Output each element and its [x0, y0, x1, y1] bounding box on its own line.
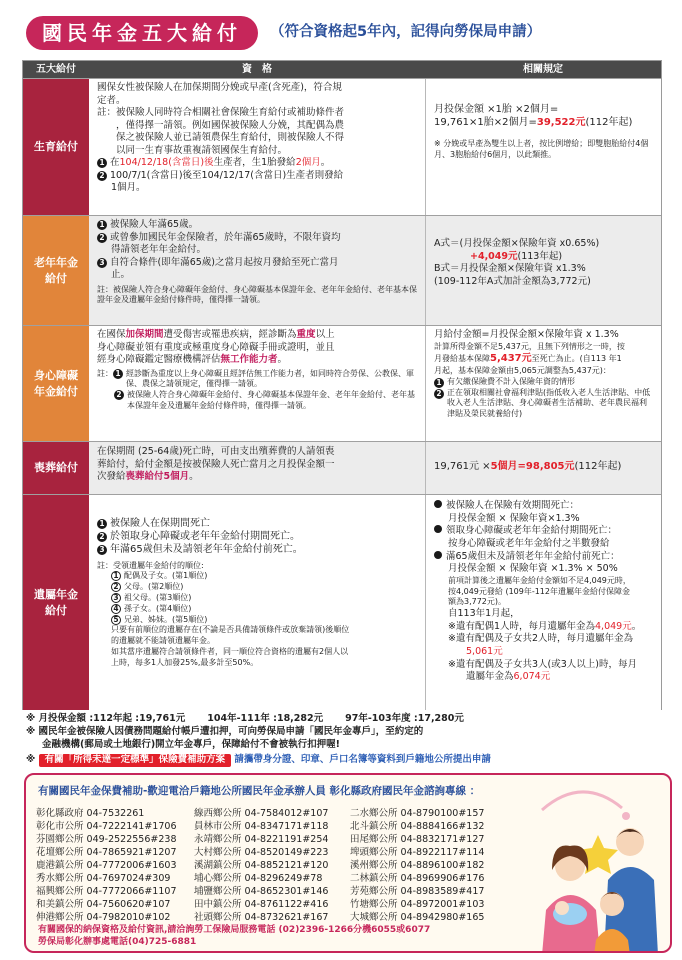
text: 遭受傷害或罹患疾病，經診斷為 — [163, 329, 297, 340]
disability-note-1: 註： 1 經診斷為重度以上身心障礙且經評估無工作能力者，如同時符合勞保、公教保、軍保、農保之請領規定，僅得擇一請領。 — [97, 369, 417, 391]
number-1-icon: 1 — [111, 571, 121, 581]
survivor-rule: 月投保金額 × 保險年資×1.3% — [448, 512, 580, 524]
text: 正在領取相關社會福利津貼(指低收入老人生活津貼、中低收入老人生活津貼、身心障礙者生活補助、老年農民福利津貼及榮民就養給付) — [447, 387, 651, 419]
highlight: 喪葬給付5個月 — [125, 471, 190, 483]
disability-rule-item-2 — [434, 388, 653, 420]
label-survivor — [23, 495, 89, 710]
text: 19,761×1胎×2個月= — [434, 117, 537, 129]
row-old-age — [23, 215, 661, 325]
highlight-amount: 4,049元 — [595, 620, 632, 632]
survivor-rule: 前項計算後之遺屬年金給付金額如不足4,049元時， — [448, 575, 631, 585]
funeral-line: 在保期間 (25-64歲)死亡時，可由支出殯葬費的人請領喪 — [97, 446, 335, 457]
highlight-amount: 5,061元 — [466, 646, 503, 658]
survivor-case-3-cont — [434, 671, 653, 684]
survivor-rule: 按4,049元發給 (109年-112年遺屬年金給付保障金 — [448, 586, 630, 596]
contact-item: 溪州鄉公所 04-8896100#182 — [350, 860, 485, 871]
bullet-icon — [434, 551, 442, 559]
number-2-icon: 2 — [114, 390, 124, 400]
birth-rule: 月投保金額 ×1胎 ×2個月= — [434, 104, 559, 115]
text: ※遺有配偶1人時，每月遺屬年金為 — [448, 620, 596, 632]
survivor-order-item — [97, 615, 417, 626]
contact-item: 埔鹽鄉公所 04-8652301#146 — [194, 886, 329, 897]
bullet-icon — [434, 525, 442, 533]
text: 。 — [631, 620, 642, 632]
funeral-qualification — [89, 442, 425, 494]
text: 以上 — [315, 329, 335, 340]
highlight-amount: 5個月=98,805元 — [490, 461, 575, 472]
highlight-amount: +4,049元 — [470, 250, 518, 262]
row-funeral — [23, 441, 661, 494]
text: 年金給付 — [34, 384, 78, 398]
account-note-cont: 金融機構(郵局或土地銀行)開立年金專戶，保障給付不會被執行扣押喔! — [42, 739, 341, 751]
contact-column-1 — [36, 807, 176, 924]
survivor-order-item — [97, 571, 417, 582]
text: 給付 — [45, 603, 67, 617]
text: 經診斷為重度以上身心障礙且經評估無工作能力者，如同時符合勞保、公教保、軍保、農保之請領規定，僅得擇一請領。 — [126, 368, 414, 389]
birth-rule-note: ※ 分娩或早產為雙生以上者，按比例增給；即雙胞胎給付4個月、3胞胎給付6個月，以此類推。 — [434, 139, 649, 160]
contact-item: 永靖鄉公所 04-8221191#254 — [194, 834, 329, 845]
number-3-icon: 3 — [97, 258, 107, 268]
account-note: ※ 國民年金被保險人因債務問題給付帳戶遭扣押，可向勞保局申請「國民年金專戶」，至約定的 — [26, 726, 424, 738]
label-disability — [23, 326, 89, 441]
old-item-3 — [97, 257, 417, 270]
contact-item: 伸港鄉公所 04-7982010#102 — [36, 912, 171, 923]
birth-line: 國保女性被保險人在加保期間分娩或早產(含死產)，符合規 — [97, 82, 342, 93]
birth-rule-result — [434, 116, 653, 129]
survivor-rule-2 — [434, 525, 653, 538]
number-2-icon: 2 — [434, 389, 444, 399]
contact-item: 埤頭鄉公所 04-8922117#114 — [350, 847, 485, 858]
page-subtitle: （符合資格起5年內，記得向勞保局申請） — [270, 24, 542, 40]
disability-rule: 計算所得金額不足5,437元，且無下列情形之一時，按 — [434, 341, 625, 351]
old-item-3-cont: 止。 — [111, 269, 131, 281]
contact-title: 有關國民年金保費補助-歡迎電洽戶籍地公所國民年金承辦人員 彰化縣政府國民年金諮詢專線 ： — [38, 785, 481, 797]
benefits-table — [22, 60, 662, 710]
text: 至死亡為止。(自113 年1 — [531, 354, 622, 364]
survivor-item-2 — [97, 530, 417, 543]
disability-rule: 月給付金額=月投保金額×保險年資 x 1.3% — [434, 329, 619, 340]
row-disability — [23, 325, 661, 441]
text: ※ 月投保金額 :112年起 :19,761元 — [26, 713, 186, 724]
contact-item: 和美鎮公所 04-7560620#107 — [36, 899, 171, 910]
funeral-line: 葬給付，給付金額是按被保險人死亡當月之月投保金額一 — [97, 458, 335, 470]
disability-line-2: 身心障礙並領有重度或極重度身心障礙手冊或證明，並且 — [97, 341, 335, 353]
text: 兄弟、姊妹。(第5順位) — [124, 614, 208, 624]
text: (113年起) — [517, 250, 563, 262]
survivor-order-title: 註：受領遺屬年金給付的順位: — [97, 560, 204, 570]
contact-item: 大城鄉公所 04-8942980#165 — [350, 912, 485, 923]
contact-column-3 — [350, 807, 484, 924]
dot-decoration — [622, 812, 630, 820]
contact-item: 埔心鄉公所 04-8296249#78 — [194, 873, 323, 884]
text: 遺屬年金 — [34, 587, 78, 601]
text: 於領取身心障礙或老年年金給付期間死亡。 — [110, 531, 300, 543]
contact-item: 線西鄉公所 04-7584012#107 — [194, 808, 329, 819]
text: ※ — [26, 754, 36, 765]
number-1-icon: 1 — [434, 378, 444, 388]
contact-item: 彰化縣政府 04-7532261 — [36, 808, 145, 819]
old-rule-b: B式＝月投保金額×保險年資 x1.3% — [434, 263, 586, 275]
family-illustration — [522, 780, 672, 953]
text: 。 — [189, 471, 199, 483]
survivor-tail: 上時，每多1人加發25%,最多計至50%。 — [111, 657, 259, 667]
number-2-icon: 2 — [111, 582, 121, 592]
text: (112年起) — [585, 117, 633, 129]
survivor-item-3 — [97, 543, 417, 556]
number-3-icon: 3 — [111, 593, 121, 603]
disability-qualification — [89, 326, 425, 441]
birth-line: 定者。 — [97, 94, 126, 106]
arc-decoration — [542, 792, 622, 810]
branch-phone: 勞保局彰化辦事處電話(04)725-6881 — [38, 937, 197, 947]
text: 在 — [110, 157, 120, 169]
text: 月發給基本保障 — [434, 354, 490, 364]
contact-item: 員林市公所 04-8347171#118 — [194, 821, 329, 832]
contact-item: 彰化市公所 04-7222141#1706 — [36, 821, 177, 832]
survivor-case-1 — [434, 621, 653, 634]
contact-item: 芳苑鄉公所 04-8983589#417 — [350, 886, 485, 897]
old-rule-a: A式＝(月投保金額×保險年資 x0.65%) — [434, 238, 600, 249]
text: 年滿65歲但未及請領老年年金給付前死亡。 — [110, 544, 303, 556]
survivor-qualification — [89, 495, 425, 710]
text: 生產者，生1胎發給 — [213, 157, 296, 169]
row-survivor — [23, 494, 661, 710]
contact-item: 二水鄉公所 04-8790100#157 — [350, 808, 485, 819]
table-header — [23, 61, 661, 78]
label-birth: 生育給付 — [23, 79, 89, 215]
disability-rule: 月起，基本保障金額由5,065元調整為5,437元)： — [434, 365, 611, 375]
survivor-rule: 月投保金額 × 保險年資 ×1.3% × 50% — [448, 563, 618, 575]
survivor-case-2: ※遺有配偶及子女共2人時，每月遺屬年金為 — [448, 633, 634, 645]
birth-item-1 — [97, 157, 417, 170]
text: 滿65歲但未及請領老年年金給付前死亡： — [446, 550, 620, 562]
birth-qualification — [89, 79, 425, 215]
text: 100/7/1(含當日)後至104/12/17(含當日)生產者則發給 — [110, 169, 344, 181]
text: 父母。(第2順位) — [124, 582, 184, 592]
number-1-icon: 1 — [97, 158, 107, 168]
old-item-2-cont: 得請領老年年金給付。 — [111, 244, 207, 256]
birth-rules — [425, 79, 661, 215]
text: 自符合條件(即年滿65歲)之當月起按月發給至死亡當月 — [110, 256, 339, 268]
survivor-order-item — [97, 593, 417, 604]
disability-note-2 — [97, 390, 417, 412]
survivor-order-item — [97, 604, 417, 615]
survivor-tail: 如其當序遺屬符合請領條件者，同一順位符合資格的遺屬有2個人以 — [111, 646, 349, 656]
number-3-icon: 3 — [97, 545, 107, 555]
funeral-line-3 — [97, 471, 417, 484]
text: 被保險人年滿65歲。 — [110, 219, 199, 230]
disability-line-3 — [97, 354, 417, 367]
survivor-rule: 按身心障礙或老年年金給付之半數發給 — [448, 537, 610, 549]
birth-line: ，僅得擇一請領。例如國保被保險人分娩，其配偶為農 — [97, 119, 345, 131]
subsidy-text: 請攜帶身分證、印章、戶口名簿等資料到戶籍地公所提出申請 — [234, 754, 491, 765]
highlight-amount: 5,437元 — [490, 353, 532, 365]
header-rules: 相關規定 — [523, 64, 563, 75]
contact-item: 竹塘鄉公所 04-8972001#103 — [350, 899, 485, 910]
number-2-icon: 2 — [97, 171, 107, 181]
old-rule-b2: (109-112年A式加計金額為3,772元) — [434, 275, 591, 287]
contact-footer — [38, 924, 430, 948]
number-2-icon: 2 — [97, 532, 107, 542]
survivor-rule-1 — [434, 500, 653, 513]
subsidy-alert — [26, 754, 666, 770]
old-item-2 — [97, 232, 417, 245]
disability-rules — [425, 326, 661, 441]
text: 經身心障礙鑑定醫療機構評估 — [97, 354, 221, 366]
old-item-1 — [97, 219, 417, 232]
survivor-item-1 — [97, 517, 417, 530]
number-1-icon: 1 — [97, 220, 107, 230]
text: 。 — [277, 354, 288, 366]
survivor-tail: 只要有前順位的遺屬存在(不論是否具備請領條件或放棄請領)後順位 — [111, 625, 350, 635]
text: 孫子女。(第4順位) — [124, 603, 192, 613]
number-2-icon: 2 — [97, 233, 107, 243]
bullet-icon — [434, 500, 442, 508]
contact-item: 溪湖鎮公所 04-8852121#120 — [194, 860, 329, 871]
contact-item: 福興鄉公所 04-7772066#1107 — [36, 886, 177, 897]
contact-box — [24, 773, 672, 953]
text: 給付 — [45, 271, 67, 285]
bli-phone: 有關國保的納保資格及給付資訊,請洽詢勞工保險局服務電話 (02)2396-1266分機6055或6077 — [38, 925, 431, 935]
survivor-tail: 的遺屬就不能請領遺屬年金。 — [111, 636, 215, 646]
contact-item: 田尾鄉公所 04-8832171#127 — [350, 834, 485, 845]
text: 領取身心障礙或老年年金給付期間死亡： — [446, 525, 618, 537]
highlight-amount: 2個月 — [295, 157, 321, 169]
text: 次發給 — [97, 471, 126, 483]
funeral-rules — [425, 442, 661, 494]
text: 19,761元 × — [434, 461, 491, 472]
contact-item: 秀水鄉公所 04-7697024#309 — [36, 873, 171, 884]
page-header — [26, 14, 666, 52]
text: 祖父母。(第3順位) — [124, 592, 192, 602]
text: 97年-103年度 :17,280元 — [345, 713, 464, 724]
subsidy-badge: 有關「所得未達一定標準」保險費補助方案 — [39, 754, 232, 767]
contact-item: 北斗鎮公所 04-8884166#132 — [350, 821, 485, 832]
father-head — [616, 828, 644, 856]
number-4-icon: 4 — [111, 604, 121, 614]
highlight: 加保期間 — [125, 329, 164, 340]
old-rule-a-plus — [434, 251, 653, 264]
text: (112年起) — [574, 461, 622, 472]
header-benefit: 五大給付 — [36, 64, 76, 75]
text: 104年-111年 :18,282元 — [207, 713, 324, 724]
survivor-rule-3 — [434, 551, 653, 564]
notes — [26, 712, 666, 751]
highlight: 無工作能力者 — [220, 354, 278, 366]
birth-line: 以同一生育事故重複請領國保生育給付。 — [97, 144, 288, 156]
contact-item: 田中鎮公所 04-8761122#416 — [194, 899, 329, 910]
highlight-amount: 6,074元 — [513, 671, 551, 683]
disability-rule-item-1 — [434, 377, 653, 388]
text: 被保險人符合身心障礙年金給付、身心障礙基本保證年金、老年年金給付、老年基本保證年金及遺屬年金給付條件時，僅得擇一請領。 — [127, 390, 415, 410]
birth-line: 保之被保險人並已請領農保生育給付，則被保險人不得 — [97, 132, 345, 144]
text: 配偶及子女。(第1順位) — [124, 571, 208, 581]
header-qualification: 資 格 — [242, 64, 272, 75]
page-title: 國民年金五大給付 — [26, 16, 258, 50]
contact-item: 二林鎮公所 04-8969906#176 — [350, 873, 485, 884]
text: 身心障礙 — [34, 368, 78, 382]
highlight: 重度 — [296, 329, 316, 340]
survivor-rules — [425, 495, 661, 710]
disability-rule-basic — [434, 352, 653, 366]
number-5-icon: 5 — [111, 615, 121, 625]
contact-item: 芬園鄉公所 049-2522556#238 — [36, 834, 177, 845]
survivor-case-3: ※遺有配偶及子女共3人(或3人以上)時，每月 — [448, 658, 637, 670]
survivor-rule: 額為3,772元)。 — [448, 597, 507, 607]
survivor-order — [97, 561, 417, 669]
label-old-age — [23, 216, 89, 325]
text: 在國保 — [97, 329, 126, 340]
highlight-amount: 39,522元 — [536, 117, 586, 129]
birth-item-2 — [97, 170, 417, 183]
insured-salary-note — [26, 712, 666, 725]
text: 遺屬年金為 — [466, 671, 514, 683]
text: 或曾參加國民年金保險者，於年滿65歲時，不限年資均 — [110, 231, 341, 243]
row-birth — [23, 78, 661, 215]
birth-item-2-cont: 1個月。 — [111, 182, 146, 194]
text: 。 — [320, 157, 331, 169]
contact-item: 花壇鄉公所 04-7865921#1207 — [36, 847, 177, 858]
contact-item: 社頭鄉公所 04-8732621#167 — [194, 912, 329, 923]
highlight-date: 104/12/18(含當日)後 — [119, 157, 214, 169]
contact-item: 大村鄉公所 04-8520149#223 — [194, 847, 329, 858]
contact-column-2 — [194, 807, 328, 924]
old-age-qualification — [89, 216, 425, 325]
survivor-order-item — [97, 582, 417, 593]
disability-line-1 — [97, 329, 417, 342]
number-1-icon: 1 — [97, 519, 107, 529]
text: 被保險人在保險有效期間死亡： — [446, 500, 580, 511]
text: 老年年金 — [34, 255, 78, 269]
contact-item: 鹿港鎮公所 04-7772006#1603 — [36, 860, 177, 871]
birth-line: 註：被保險人同時符合相關社會保險生育給付或補助條件者 — [97, 107, 345, 119]
survivor-rule: 自113年1月起， — [448, 608, 520, 620]
number-1-icon: 1 — [113, 369, 123, 379]
text: 被保險人在保期間死亡 — [110, 518, 210, 529]
old-age-rules — [425, 216, 661, 325]
text: 有欠繳保險費不計入保險年資的情形 — [447, 376, 575, 386]
old-note: 註：被保險人符合身心障礙年金給付、身心障礙基本保證年金、老年年金給付、老年基本保證年金及遺屬年金給付條件時，僅得擇一請領。 — [97, 284, 417, 305]
baby-head — [555, 901, 569, 915]
label-funeral: 喪葬給付 — [23, 442, 89, 494]
child-head — [600, 892, 624, 916]
